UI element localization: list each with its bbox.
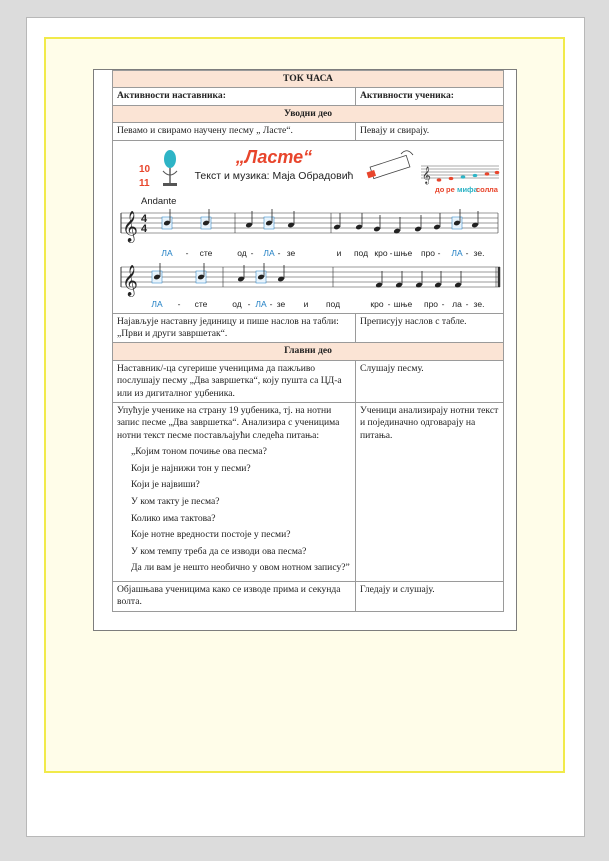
lyric-syllable: про bbox=[420, 247, 436, 258]
teacher-cell-4 bbox=[113, 403, 356, 582]
question-item: Колико има тактова? bbox=[131, 512, 216, 524]
page-number-bottom: 11 bbox=[139, 177, 150, 189]
teacher-column-header: Активности наставника: bbox=[113, 88, 356, 105]
solfege-staff-icon bbox=[421, 166, 499, 184]
lyric-syllable: од bbox=[237, 247, 247, 258]
lyric-syllable: сте bbox=[194, 298, 208, 309]
lyric-syllable: ЛА bbox=[255, 298, 267, 309]
students-cell-5: Гледају и слушају. bbox=[356, 582, 504, 612]
piano-keyboard-icon bbox=[367, 150, 413, 178]
section-intro: Уводни део bbox=[113, 105, 504, 122]
teacher-cell-5: Објашњава ученицима како се изводе прима и секунда волта. bbox=[113, 582, 356, 612]
solfege-sol: сол bbox=[476, 184, 490, 194]
lyric-syllable: - bbox=[269, 298, 273, 309]
lyric-syllable: зе bbox=[286, 247, 296, 258]
lyric-syllable: од bbox=[232, 298, 242, 309]
students-cell-2: Преписују наслов с табле. bbox=[356, 313, 504, 343]
solfege-re: ре bbox=[446, 184, 455, 194]
lyric-syllable: - bbox=[441, 298, 445, 309]
time-signature-bottom: 4 bbox=[141, 222, 148, 235]
song-title: „Ласте“ bbox=[235, 146, 313, 167]
table-title: ТОК ЧАСА bbox=[113, 71, 504, 88]
staff-line-1 bbox=[121, 213, 498, 233]
svg-text:𝄞: 𝄞 bbox=[422, 165, 431, 184]
lyrics-line-2 bbox=[151, 299, 484, 309]
lyric-syllable: ЛА bbox=[451, 247, 463, 258]
treble-clef-icon: 𝄞 bbox=[122, 210, 138, 242]
lyrics-line-1 bbox=[161, 248, 484, 258]
question-item: Које нотне вредности постоје у песми? bbox=[131, 529, 291, 541]
staff-line-2 bbox=[121, 267, 500, 287]
question-item: У ком такту је песма? bbox=[131, 496, 220, 508]
lyric-syllable: - bbox=[185, 247, 189, 258]
lyric-syllable: под bbox=[325, 298, 341, 309]
lyric-syllable: ЛА bbox=[263, 247, 275, 258]
tempo-marking: Andante bbox=[141, 195, 177, 207]
lyric-syllable: - bbox=[465, 298, 469, 309]
lyric-syllable: - bbox=[387, 298, 391, 309]
lyric-syllable: ЛА bbox=[151, 298, 163, 309]
students-cell-1: Певају и свирају. bbox=[356, 123, 504, 140]
question-item: У ком темпу треба да се изводи ова песма? bbox=[131, 545, 307, 557]
students-column-header: Активности ученика: bbox=[356, 88, 504, 105]
lyric-syllable: под bbox=[353, 247, 369, 258]
lyric-syllable: шње bbox=[393, 298, 413, 309]
song-author: Текст и музика: Маја Обрадовић bbox=[194, 169, 354, 182]
students-cell-4: Ученици анализирају нотни текст и појединачно одговарају на питања. bbox=[356, 403, 504, 582]
section-main: Главни део bbox=[113, 343, 504, 360]
lyric-syllable: зе bbox=[276, 298, 286, 309]
lyric-syllable: сте bbox=[199, 247, 213, 258]
question-item: Који је најнижи тон у песми? bbox=[131, 462, 251, 474]
teacher-cell-3: Наставник/-ца сугерише ученицима да пажљиво послушају песму „Два завршетка“, коју пушта са ЦД-а или из дигиталног уџбеника. bbox=[113, 360, 356, 402]
lyric-syllable: зе. bbox=[473, 298, 485, 309]
question-item: „Којим тоном почиње ова песма? bbox=[131, 446, 267, 458]
time-signature-top: 4 bbox=[141, 212, 148, 225]
students-cell-3: Слушају песму. bbox=[356, 360, 504, 402]
lyric-syllable: - bbox=[250, 247, 254, 258]
lyric-syllable: шње bbox=[393, 247, 413, 258]
lyric-syllable: кро bbox=[370, 298, 384, 309]
lyric-syllable: - bbox=[277, 247, 281, 258]
lyric-syllable: про bbox=[423, 298, 439, 309]
solfege-fa: фа bbox=[467, 184, 478, 194]
song-sheet-music bbox=[113, 140, 504, 313]
lyric-syllable: - bbox=[177, 298, 181, 309]
solfege-mi: ми bbox=[457, 184, 468, 194]
lyric-syllable: и bbox=[336, 247, 342, 258]
page-number-top: 10 bbox=[139, 163, 151, 175]
question-item: Који је највиши? bbox=[131, 479, 200, 491]
lesson-table bbox=[112, 70, 504, 612]
lyric-syllable: - bbox=[247, 298, 251, 309]
lyric-syllable: - bbox=[465, 247, 469, 258]
solfege-do: до bbox=[435, 184, 445, 194]
teacher-cell-1: Певамо и свирамо научену песму „ Ласте“. bbox=[113, 123, 356, 140]
question-item: Да ли вам је нешто необично у овом нотном запису?” bbox=[131, 562, 350, 574]
lyric-syllable: и bbox=[303, 298, 309, 309]
lyric-syllable: - bbox=[437, 247, 441, 258]
lyric-syllable: ла bbox=[452, 298, 462, 309]
microphone-icon bbox=[163, 150, 177, 186]
treble-clef-2-icon: 𝄞 bbox=[122, 264, 138, 296]
teacher-cell-2: Најављује наставну јединицу и пише наслов на табли: „Први и други завршетак“. bbox=[113, 313, 356, 343]
solfege-la: ла bbox=[489, 184, 498, 194]
lyric-syllable: зе. bbox=[473, 247, 485, 258]
lyric-syllable: кро bbox=[374, 247, 388, 258]
lyric-syllable: ЛА bbox=[161, 247, 173, 258]
lyric-syllable: - bbox=[389, 247, 393, 258]
teacher-cell-4-text: Упућује ученике на страну 19 уџбеника, тј. на нотни запис песме „Два завршетка“. Анализира с ученицима нотни текст песме постављајући следећа питања: bbox=[117, 405, 340, 441]
question-list bbox=[131, 446, 351, 575]
